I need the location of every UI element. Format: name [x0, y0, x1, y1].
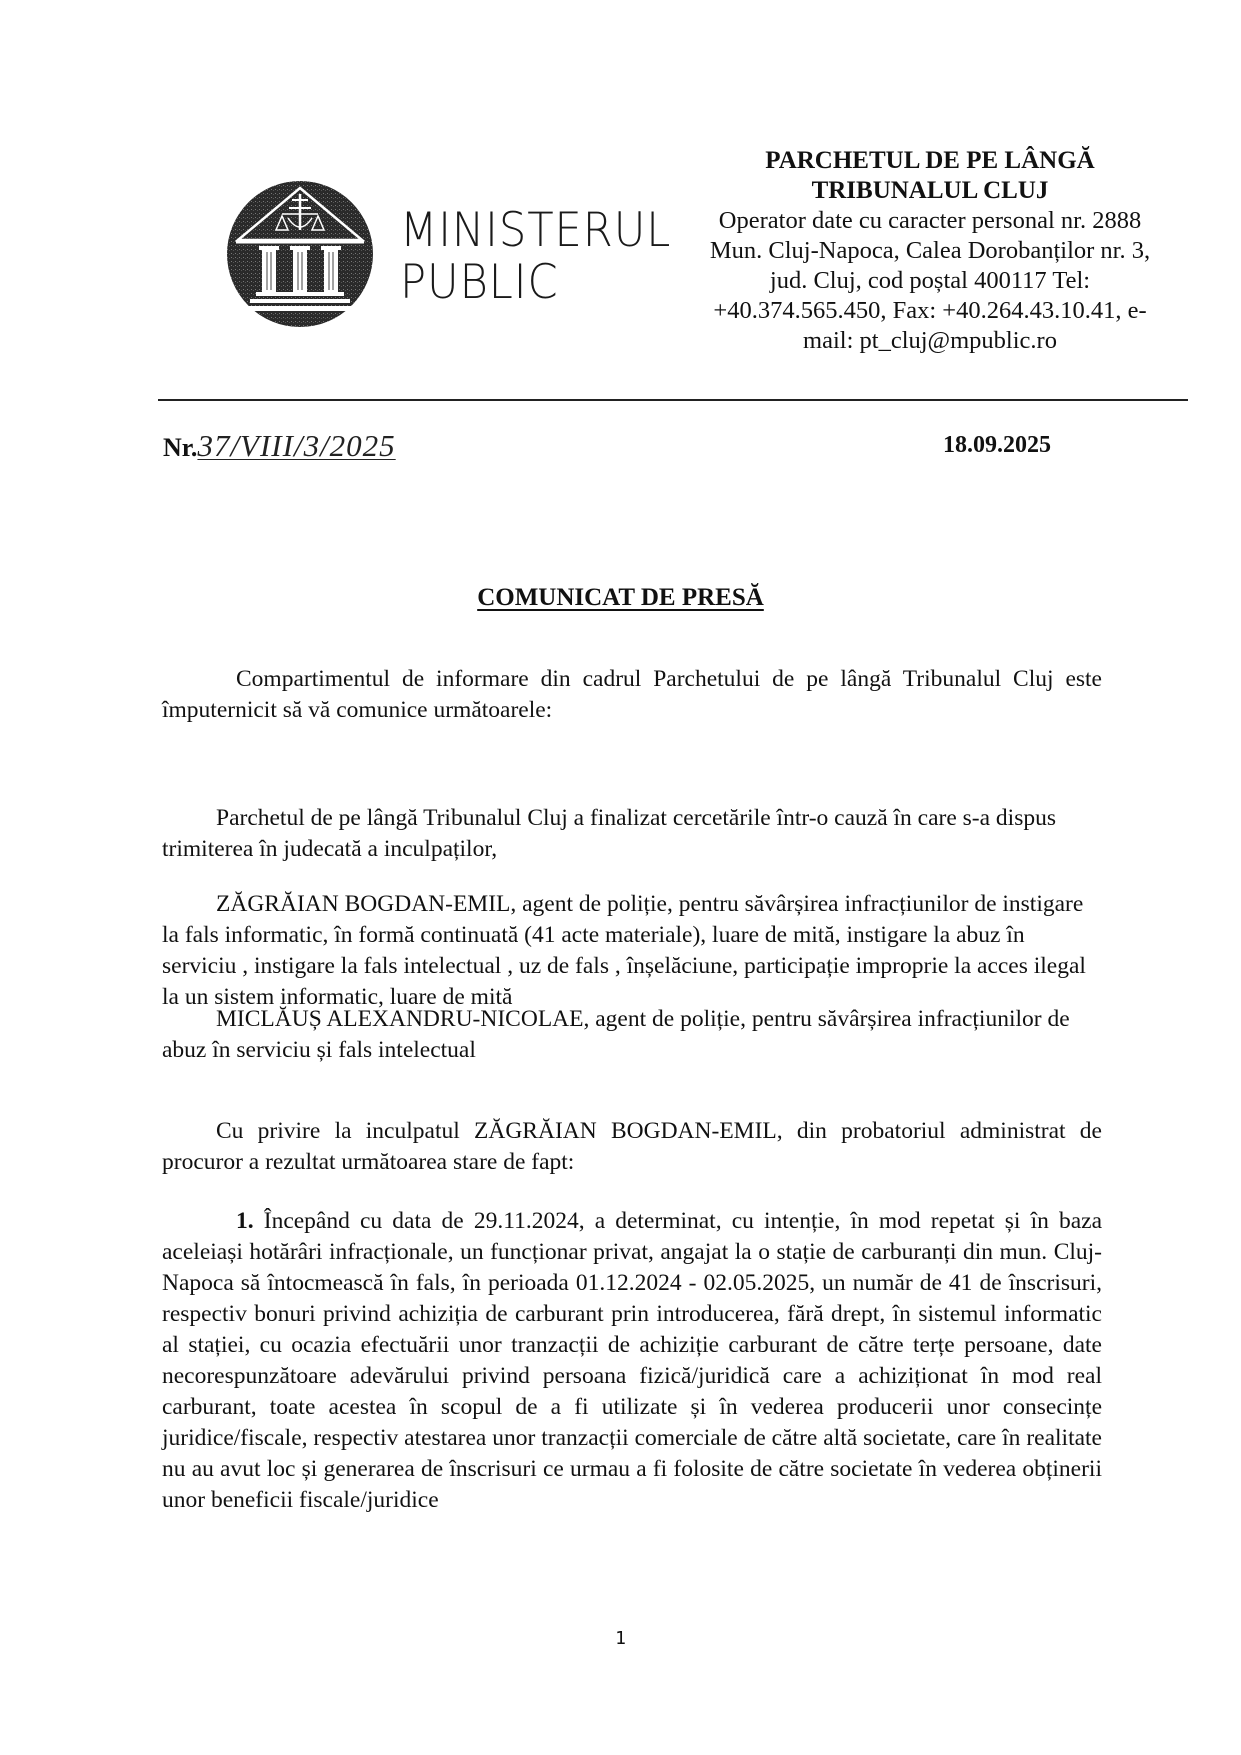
page-number: 1 [615, 1628, 626, 1649]
ministerul-public-emblem-icon [226, 180, 374, 328]
institution-title-line-1: PARCHETUL DE PE LÂNGĂ [765, 147, 1095, 174]
contact-line: Mun. Cluj-Napoca, Calea Dorobanților nr. 3, [709, 237, 1151, 264]
registration-number-label: Nr. [163, 433, 198, 462]
document-title: COMUNICAT DE PRESĂ [477, 584, 764, 611]
header-divider [158, 399, 1188, 401]
contact-line: jud. Cluj, cod poștal 400117 Tel: [769, 267, 1091, 294]
fact-text: Începând cu data de 29.11.2024, a determinat, cu intenție, în mod repetat și în baza aceleiași hotărâri infracționale, un funcționar privat, angajat la o stație de carburanți din mun. Cluj-Napoca să întocmească în fals, în perioada 01.12.2024 - 02.05.2025, un număr de 41 de înscrisuri, respectiv bonuri privind achiziția de carburant prin introducerea, fără drept, în sistemul informatic al stației, cu ocazia efectuării unor tranzacții de achiziție carburant de către terțe persoane, date necorespunzătoare adevărului privind persoana fizică/juridică care a achiziționat în mod real carburant, toate acestea în scopul de a fi utilizate și în vederea producerii unor consecințe juridice/fiscale, respectiv atestarea unor tranzacții comerciale de către altă societate, care în realitate nu au avut loc și generarea de înscrisuri ce urmau a fi folosite de către societate în vederea obținerii unor beneficii fiscale/juridice [162, 1208, 1103, 1513]
paragraph-regarding: Cu privire la inculpatul ZĂGRĂIAN BOGDAN-EMIL, din probatoriul administrat de procuror a rezultat următoarea stare de fapt: [162, 1118, 1102, 1175]
ministry-name-line-2: PUBLIC [400, 255, 559, 310]
registration-number [163, 428, 396, 464]
ministry-name-line-1: MINISTERUL [400, 203, 672, 258]
fact-number: 1. [236, 1208, 254, 1234]
institution-title-line-2: TRIBUNALUL CLUJ [811, 177, 1049, 204]
paragraph-defendant-1: ZĂGRĂIAN BOGDAN-EMIL, agent de poliție, pentru săvârșirea infracțiunilor de instigare la fals informatic, în formă continuată (41 acte materiale), luare de mită, instigare la abuz în serviciu , instigare la fals intelectual , uz de fals , înșelăciune, participație improprie la acces ilegal la un sistem informatic, luare de mită [162, 891, 1086, 1010]
contact-line: mail: pt_cluj@mpublic.ro [803, 327, 1057, 354]
contact-line: +40.374.565.450, Fax: +40.264.43.10.41, e- [713, 297, 1147, 324]
institution-block [690, 146, 1170, 356]
paragraph-finalized: Parchetul de pe lângă Tribunalul Cluj a finalizat cercetările într-o cauză în care s-a dispus trimiterea în judecată a inculpaților, [162, 805, 1056, 862]
registration-number-value: 37/VIII/3/2025 [197, 428, 396, 463]
contact-line: Operator date cu caracter personal nr. 2888 [718, 207, 1142, 234]
paragraph-fact-1 [162, 1206, 1102, 1516]
ministry-name [400, 205, 695, 309]
paragraph-defendant-2: MICLĂUȘ ALEXANDRU-NICOLAE, agent de poliție, pentru săvârșirea infracțiunilor de abuz în serviciu și fals intelectual [162, 1006, 1070, 1063]
document-date: 18.09.2025 [943, 432, 1051, 458]
paragraph-intro: Compartimentul de informare din cadrul Parchetului de pe lângă Tribunalul Cluj este împuternicit să vă comunice următoarele: [162, 666, 1102, 723]
